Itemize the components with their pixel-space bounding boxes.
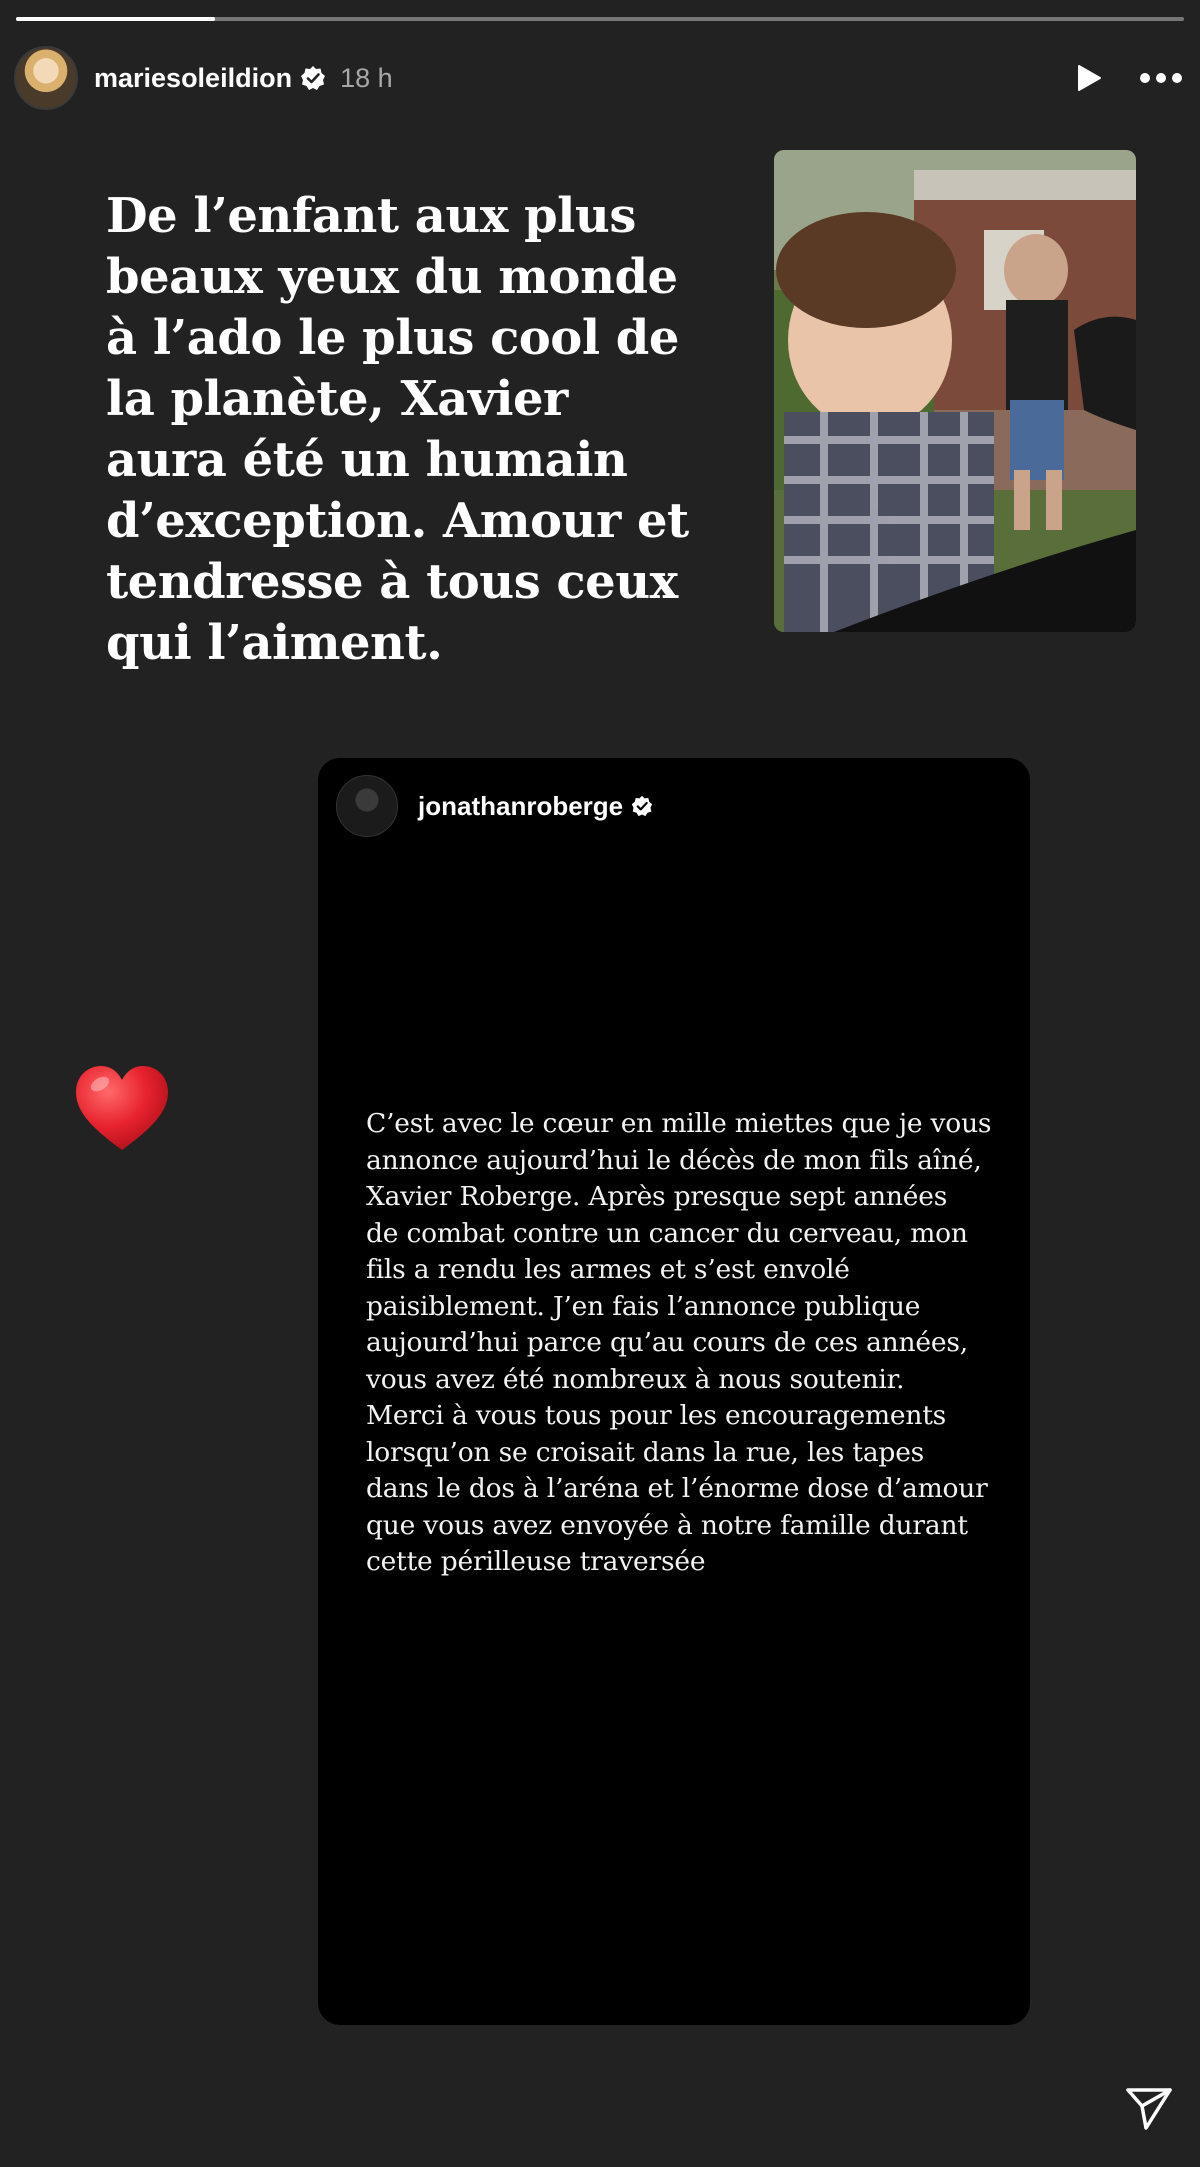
post-text-line: que vous avez envoyée à notre famille durant	[366, 1509, 968, 1541]
heart-icon	[72, 1060, 172, 1160]
story-header	[14, 45, 1186, 111]
reshared-username[interactable]: jonathanroberge	[418, 790, 624, 821]
headline-line: De l’enfant aux plus	[106, 188, 636, 244]
story-progress-fill	[16, 17, 215, 21]
verified-badge-icon	[631, 795, 653, 817]
headline-line: tendresse à tous ceux	[106, 554, 678, 610]
post-text-line: de combat contre un cancer du cerveau, mon	[366, 1217, 968, 1249]
story-photo	[774, 150, 1136, 632]
send-icon[interactable]	[1124, 2082, 1174, 2132]
story-username[interactable]: mariesoleildion	[94, 62, 293, 93]
post-text-line: vous avez été nombreux à nous soutenir.	[366, 1363, 905, 1395]
reshared-avatar[interactable]	[336, 775, 398, 837]
post-text-line: C’est avec le cœur en mille miettes que je vous	[366, 1108, 992, 1139]
headline-line: la planète, Xavier	[106, 371, 568, 427]
post-text-line: paisiblement. J’en fais l’annonce publique	[366, 1290, 921, 1322]
post-text-line: Xavier Roberge. Après presque sept années	[366, 1181, 948, 1212]
headline-line: à l’ado le plus cool de	[106, 310, 679, 366]
post-text-line: dans le dos à l’aréna et l’énorme dose d’amour	[366, 1473, 988, 1504]
reshared-post-header	[336, 774, 653, 838]
post-text-line: fils a rendu les armes et s’est envolé	[366, 1254, 850, 1285]
headline-line: aura été un humain	[106, 432, 628, 488]
post-text-line: Merci à vous tous pour les encouragements	[366, 1400, 947, 1431]
reshared-post-text	[366, 1106, 1006, 1581]
headline-line: d’exception. Amour et	[106, 493, 689, 549]
story-time: 18 h	[340, 62, 393, 93]
post-text-line: annonce aujourd’hui le décès de mon fils aîné,	[366, 1144, 982, 1176]
post-text-line: aujourd’hui parce qu’au cours de ces années,	[366, 1327, 969, 1358]
more-dots-icon[interactable]	[1136, 58, 1186, 98]
story-progress-bar	[16, 17, 1184, 21]
verified-badge-icon	[300, 65, 326, 91]
avatar[interactable]	[14, 46, 78, 110]
play-icon[interactable]	[1068, 58, 1108, 98]
post-text-line: lorsqu’on se croisait dans la rue, les tapes	[366, 1436, 925, 1468]
story-headline	[106, 186, 706, 674]
reshared-post[interactable]	[318, 758, 1030, 2025]
headline-line: qui l’aiment.	[106, 615, 443, 671]
post-text-line: cette périlleuse traversée	[366, 1546, 706, 1577]
headline-line: beaux yeux du monde	[106, 249, 678, 305]
